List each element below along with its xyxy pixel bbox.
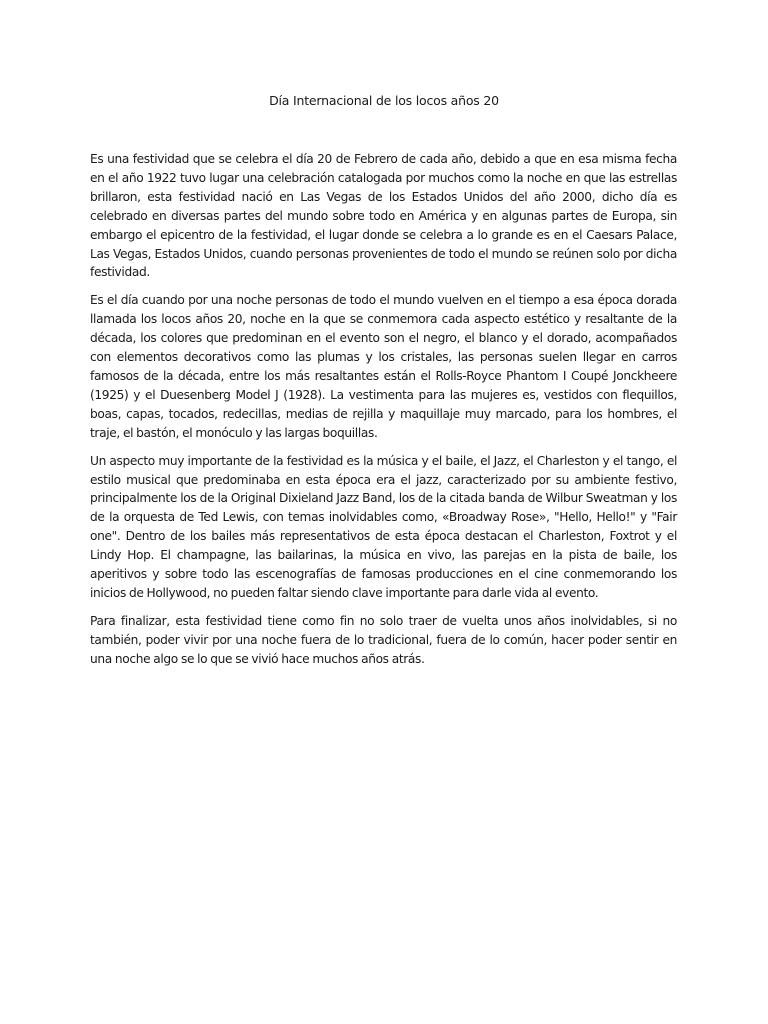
document-body (90, 150, 677, 678)
paragraph-4: Para finalizar, esta festividad tiene como fin no solo traer de vuelta unos años inolvidables, si no también, poder vivir por una noche fuera de lo tradicional, fuera de lo común, hacer poder sentir en una noche algo se lo que se vivió hace muchos años atrás. (90, 613, 677, 666)
document-title: Día Internacional de los locos años 20 (269, 93, 499, 108)
paragraph-3: Un aspecto muy importante de la festividad es la música y el baile, el Jazz, el Charleston y el tango, el estilo musical que predominaba en esta época era el jazz, caracterizado por su ambiente festivo, principalmente los de la Original Dixieland Jazz Band, los de la citada banda de Wilbur Sweatman y los de la orquesta de Ted Lewis, con temas inolvidables como, «Broadway Rose», "Hello, Hello!" y "Fair one". Dentro de los bailes más representativos de esta época destacan el Charleston, Foxtrot y el Lindy Hop. El champagne, las bailarinas, la música en vivo, las parejas en la pista de baile, los aperitivos y sobre todo las escenografías de famosas producciones en el cine conmemorando los inicios de Hollywood, no pueden faltar siendo clave importante para darle vida al evento. (90, 453, 677, 600)
paragraph-1: Es una festividad que se celebra el día 20 de Febrero de cada año, debido a que en esa misma fecha en el año 1922 tuvo lugar una celebración catalogada por muchos como la noche en que las estrellas brillaron, esta festividad nació en Las Vegas de los Estados Unidos del año 2000, dicho día es celebrado en diversas partes del mundo sobre todo en América y en algunas partes de Europa, sin embargo el epicentro de la festividad, el lugar donde se celebra a lo grande es en el Caesars Palace, Las Vegas, Estados Unidos, cuando personas provenientes de todo el mundo se reúnen solo por dicha festividad. (90, 152, 677, 280)
paragraph-2: Es el día cuando por una noche personas de todo el mundo vuelven en el tiempo a esa época dorada llamada los locos años 20, noche en la que se conmemora cada aspecto estético y resaltante de la década, los colores que predominan en el evento son el negro, el blanco y el dorado, acompañados con elementos decorativos como las plumas y los cristales, las personas suelen llegar en carros famosos de la década, entre los más resaltantes están el Rolls-Royce Phantom I Coupé Jonckheere (1925) y el Duesenberg Model J (1928). La vestimenta para las mujeres es, vestidos con flequillos, boas, capas, tocados, redecillas, medias de rejilla y maquillaje muy marcado, para los hombres, el traje, el bastón, el monóculo y las largas boquillas. (90, 293, 677, 440)
